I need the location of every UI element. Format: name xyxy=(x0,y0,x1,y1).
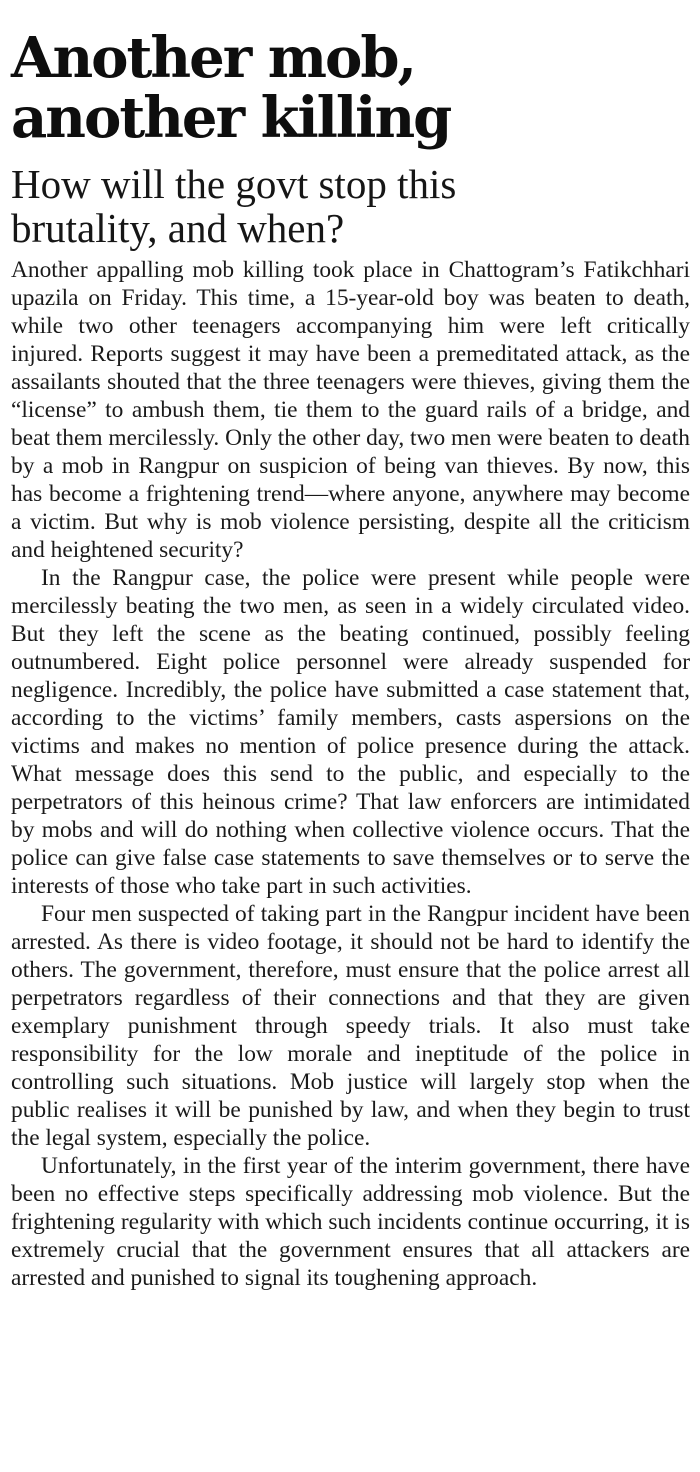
paragraph-4: Unfortunately, in the first year of the interim government, there have been no effective steps specifically addressing mob violence. But the frightening regularity with which such incidents continue occurring, it is extremely crucial that the government ensures that all attackers are arrested and punished to signal its toughening approach. xyxy=(11,1153,690,1291)
headline-line-2: another killing xyxy=(11,85,451,151)
headline xyxy=(11,25,690,151)
headline-line-1: Another mob, xyxy=(11,25,415,91)
paragraph-3: Four men suspected of taking part in the Rangpur incident have been arrested. As there is video footage, it should not be hard to identify the others. The government, therefore, must ensure that the police arrest all perpetrators regardless of their connections and that they are given exemplary punishment through speedy trials. It also must take responsibility for the low morale and ineptitude of the police in controlling such situations. Mob justice will largely stop when the public realises it will be punished by law, and when they begin to trust the legal system, especially the police. xyxy=(11,901,690,1151)
subheadline-line-2: brutality, and when? xyxy=(11,205,345,251)
paragraph-2: In the Rangpur case, the police were present while people were mercilessly beating the two men, as seen in a widely circulated video. But they left the scene as the beating continued, possibly feeling outnumbered. Eight police personnel were already suspended for negligence. Incredibly, the police have submitted a case statement that, according to the victims’ family members, casts aspersions on the victims and makes no mention of police presence during the attack. What message does this send to the public, and especially to the perpetrators of this heinous crime? That law enforcers are intimidated by mobs and will do nothing when collective violence occurs. That the police can give false case statements to save themselves or to serve the interests of those who take part in such activities. xyxy=(11,565,690,899)
editorial-article xyxy=(0,25,700,1292)
subheadline-line-1: How will the govt stop this xyxy=(11,161,457,207)
paragraph-1: Another appalling mob killing took place in Chattogram’s Fatikchhari upazila on Friday. This time, a 15-year-old boy was beaten to death, while two other teenagers accompanying him were left critically injured. Reports suggest it may have been a premeditated attack, as the assailants shouted that the three teenagers were thieves, giving them the “license” to ambush them, tie them to the guard rails of a bridge, and beat them mercilessly. Only the other day, two men were beaten to death by a mob in Rangpur on suspicion of being van thieves. By now, this has become a frightening trend—where anyone, anywhere may become a victim. But why is mob violence persisting, despite all the criticism and heightened security? xyxy=(11,257,690,563)
article-body xyxy=(11,256,690,1292)
subheadline xyxy=(11,162,690,250)
